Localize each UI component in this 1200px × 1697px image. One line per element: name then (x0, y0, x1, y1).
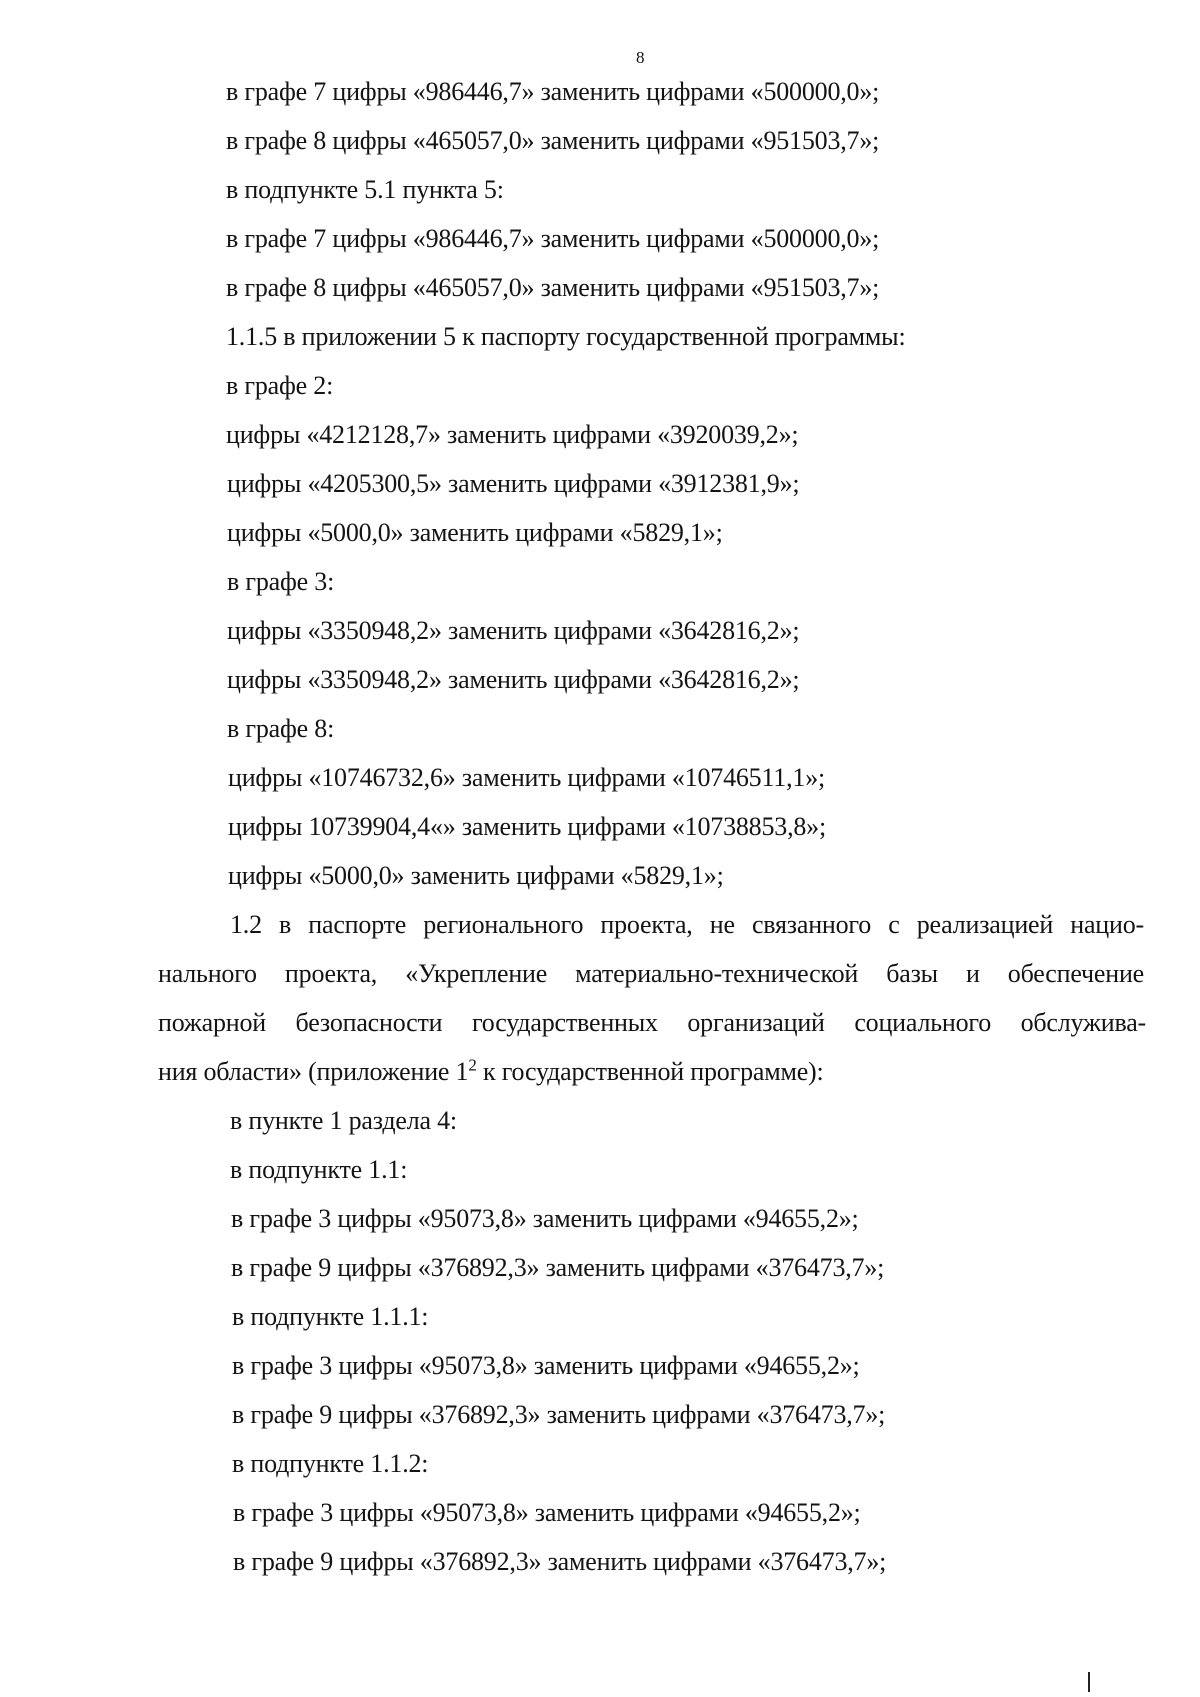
paragraph-line: 1.2 в паспорте регионального проекта, не связанного с реализацией нацио- (230, 910, 1144, 939)
text-line: в подпункте 1.1.2: (232, 1449, 429, 1478)
text-line: в графе 3 цифры «95073,8» заменить цифрами «94655,2»; (233, 1498, 861, 1527)
text-line: в подпункте 5.1 пункта 5: (226, 175, 504, 204)
paragraph-line: пожарной безопасности государственных организаций социального обслужива- (158, 1008, 1146, 1037)
text-line: в графе 3: (227, 567, 335, 596)
text-line: цифры «3350948,2» заменить цифрами «3642816,2»; (227, 616, 800, 645)
text-line: в графе 7 цифры «986446,7» заменить цифрами «500000,0»; (226, 77, 880, 106)
page-number: 8 (636, 48, 645, 67)
text-line: в графе 2: (226, 371, 334, 400)
paragraph-line-text: к государственной программе): (476, 1057, 824, 1086)
text-line: цифры «5000,0» заменить цифрами «5829,1»; (228, 861, 724, 890)
text-line: в графе 3 цифры «95073,8» заменить цифрами «94655,2»; (231, 1204, 859, 1233)
text-line: в графе 9 цифры «376892,3» заменить цифрами «376473,7»; (231, 1253, 885, 1282)
text-line: в графе 8 цифры «465057,0» заменить цифрами «951503,7»; (226, 273, 880, 302)
text-line: в графе 7 цифры «986446,7» заменить цифрами «500000,0»; (226, 224, 880, 253)
text-line: в графе 3 цифры «95073,8» заменить цифрами «94655,2»; (232, 1351, 860, 1380)
text-line: цифры «3350948,2» заменить цифрами «3642816,2»; (227, 665, 800, 694)
paragraph-line-text: ния области» (приложение 1 (158, 1057, 469, 1086)
paragraph-line (158, 1056, 824, 1088)
text-line: в графе 9 цифры «376892,3» заменить цифрами «376473,7»; (233, 1547, 887, 1576)
text-line: цифры «10746732,6» заменить цифрами «10746511,1»; (228, 763, 826, 792)
text-line: в графе 9 цифры «376892,3» заменить цифрами «376473,7»; (232, 1400, 886, 1429)
text-line: в графе 8 цифры «465057,0» заменить цифрами «951503,7»; (226, 126, 880, 155)
text-line: 1.1.5 в приложении 5 к паспорту государственной программы: (226, 322, 906, 351)
text-line: цифры 10739904,4«» заменить цифрами «10738853,8»; (228, 812, 827, 841)
superscript: 2 (468, 1055, 477, 1075)
text-line: в графе 8: (227, 714, 335, 743)
text-line: цифры «4212128,7» заменить цифрами «3920039,2»; (226, 420, 799, 449)
text-line: в пункте 1 раздела 4: (230, 1106, 457, 1135)
paragraph-line: нального проекта, «Укрепление материально-технической базы и обеспечение (158, 959, 1144, 988)
text-line: в подпункте 1.1.1: (232, 1302, 429, 1331)
scan-edge-mark (1088, 1672, 1090, 1692)
text-line: цифры «5000,0» заменить цифрами «5829,1»; (227, 518, 723, 547)
text-line: цифры «4205300,5» заменить цифрами «3912381,9»; (227, 469, 800, 498)
text-line: в подпункте 1.1: (230, 1155, 408, 1184)
